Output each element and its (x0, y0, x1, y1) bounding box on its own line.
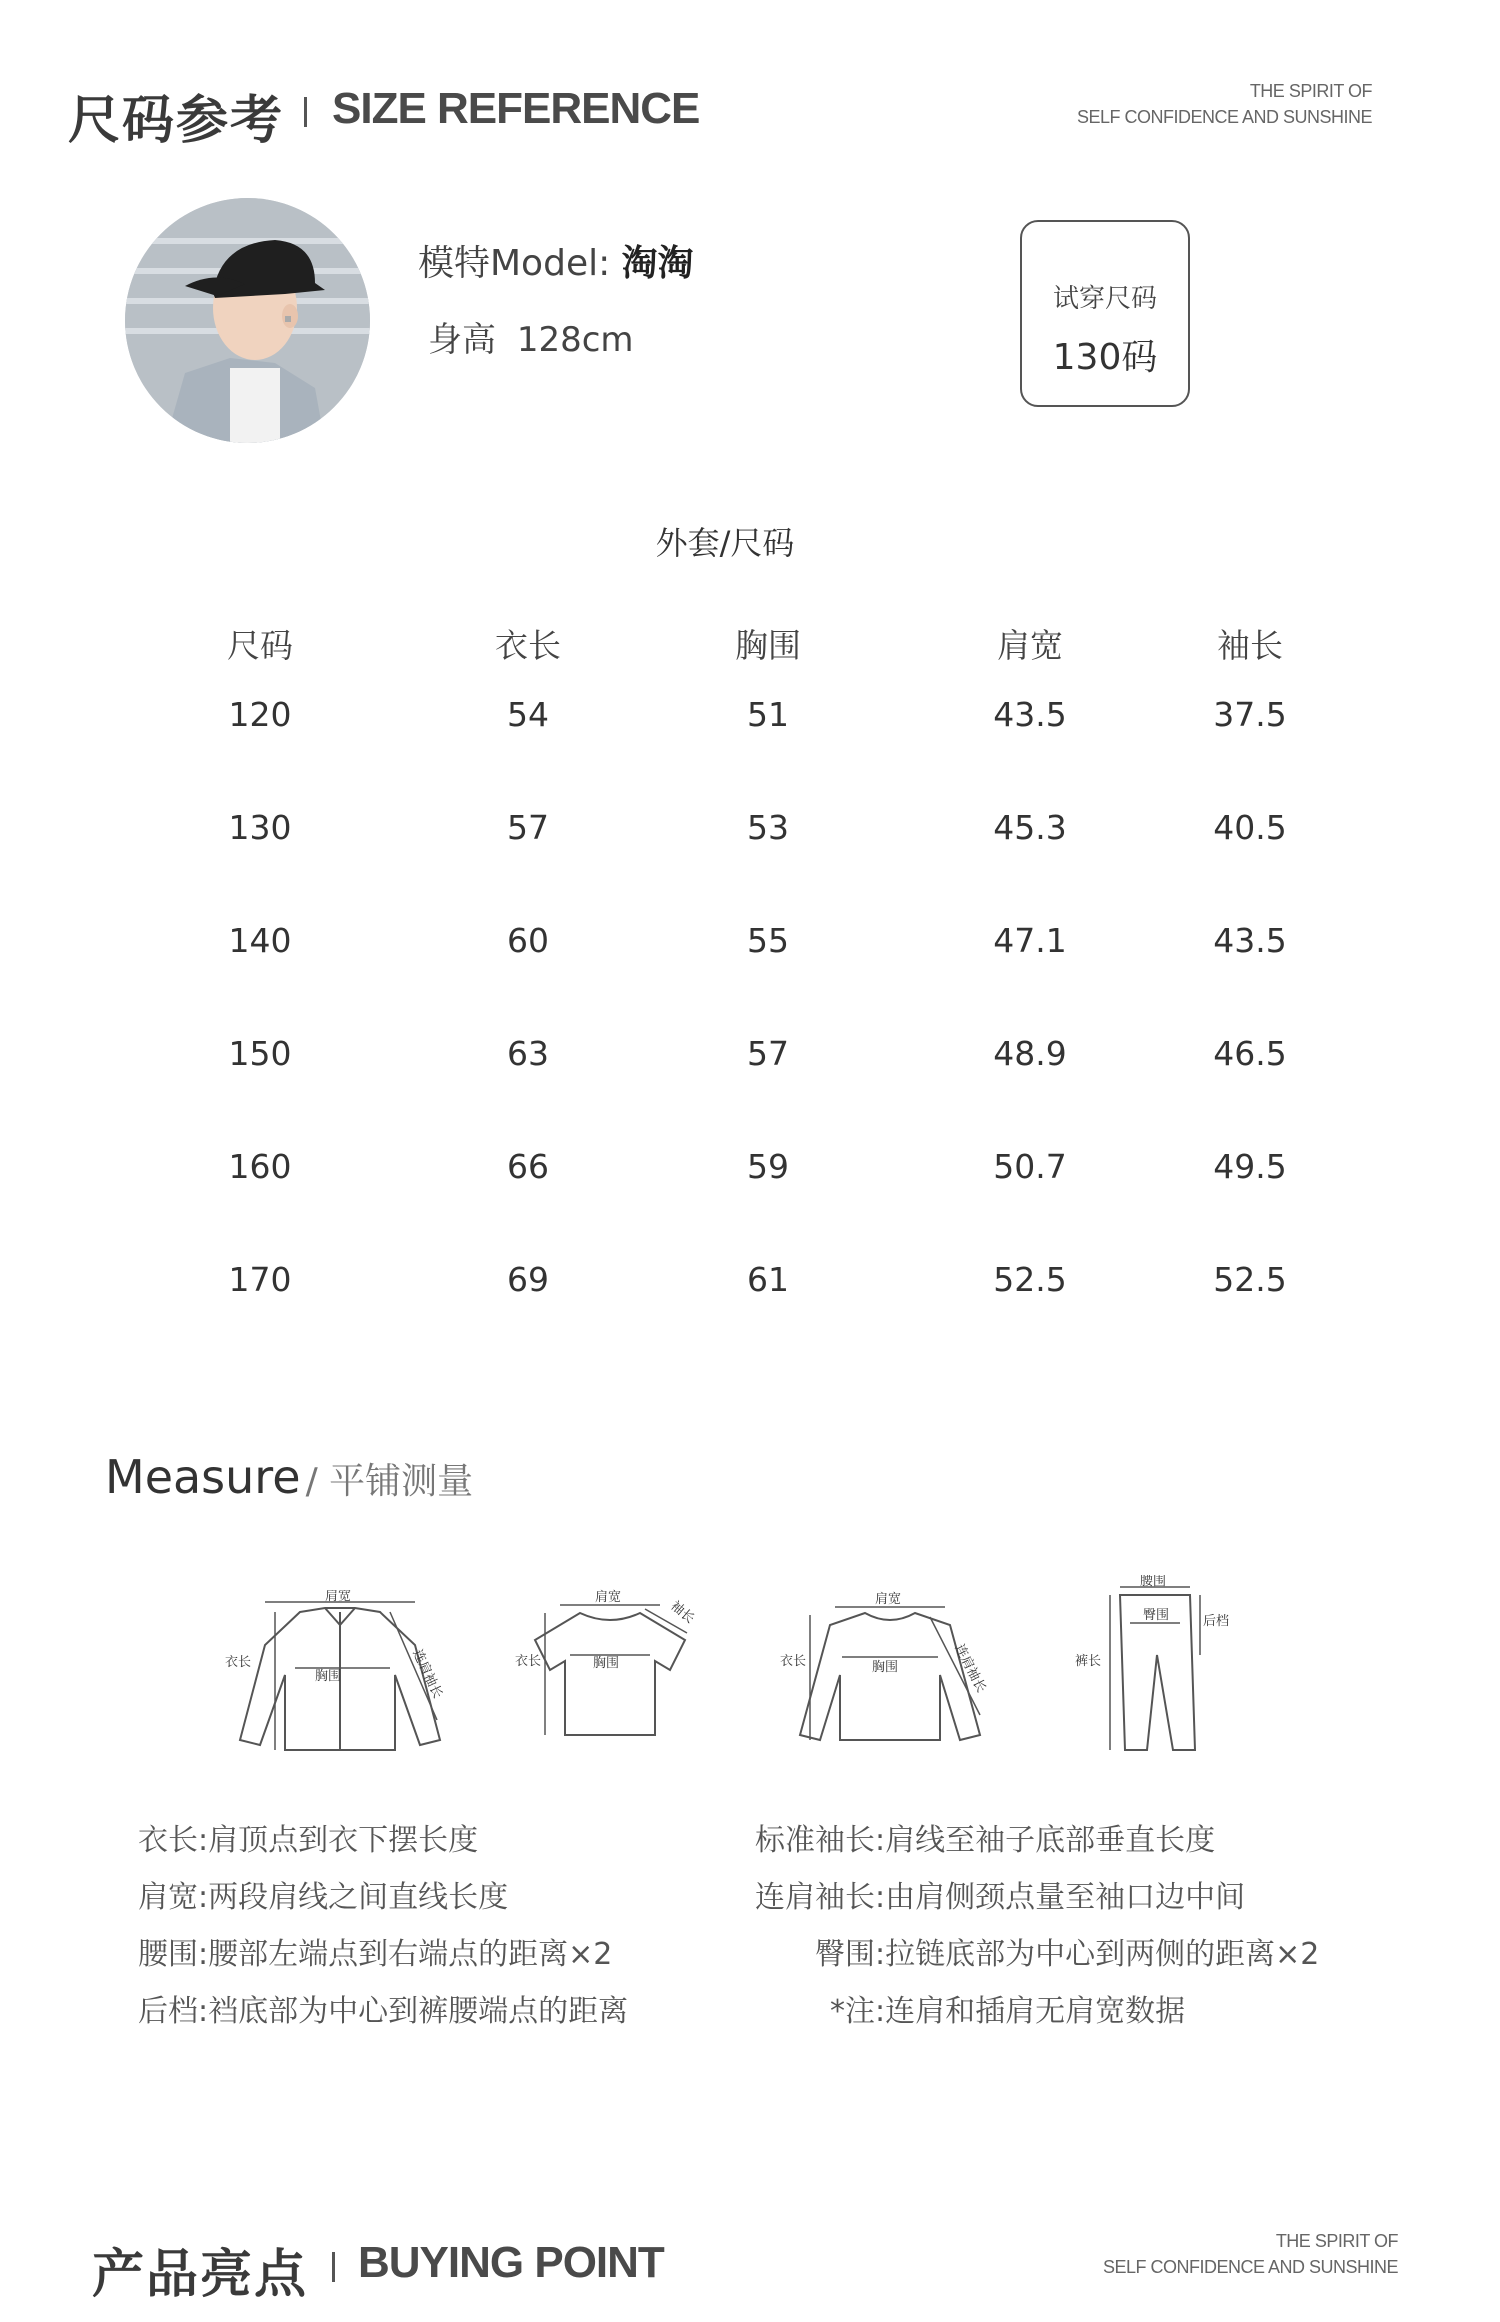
column-header-sleeve: 袖长 (1217, 626, 1283, 665)
footer-title-cn: 产品亮点 (92, 2245, 309, 2305)
spirit-line-2: SELF CONFIDENCE AND SUNSHINE (1102, 2257, 1398, 2277)
try-on-label: 试穿尺码 (1052, 284, 1157, 314)
label-length: 衣长 (780, 1654, 807, 1669)
column-header-chest: 胸围 (735, 626, 801, 665)
spirit-line-2: SELF CONFIDENCE AND SUNSHINE (1076, 107, 1372, 127)
table-cell-length: 57 (507, 808, 549, 847)
label-hip: 臀围 (1143, 1608, 1170, 1623)
section-title-en: SIZE REFERENCE (332, 84, 700, 133)
table-cell-length: 63 (507, 1034, 549, 1073)
table-cell-sleeve: 43.5 (1213, 921, 1287, 960)
table-cell-size: 150 (228, 1034, 292, 1073)
model-photo-illustration (125, 198, 370, 443)
column-header-size: 尺码 (227, 626, 293, 665)
note-left-1: 衣长:肩顶点到衣下摆长度 (138, 1823, 479, 1858)
height-value: 128cm (516, 320, 634, 360)
footer-title-en: BUYING POINT (358, 2238, 664, 2287)
note-left-2: 肩宽:两段肩线之间直线长度 (138, 1880, 509, 1915)
spirit-line-1: THE SPIRIT OF (1275, 2231, 1398, 2251)
jacket-diagram (215, 1590, 455, 1765)
label-length: 裤长 (1075, 1654, 1102, 1669)
note-right-1: 标准袖长:肩线至袖子底部垂直长度 (755, 1823, 1216, 1858)
label-shoulder: 肩宽 (325, 1590, 352, 1604)
table-cell-sleeve: 40.5 (1213, 808, 1287, 847)
table-cell-shoulder: 48.9 (993, 1034, 1067, 1073)
table-cell-sleeve: 37.5 (1213, 695, 1287, 734)
table-cell-size: 120 (228, 695, 292, 734)
model-label: 模特Model: (418, 243, 611, 284)
table-cell-length: 60 (507, 921, 549, 960)
try-on-size: 130码 (1052, 337, 1158, 378)
label-rise: 后档 (1203, 1614, 1230, 1629)
label-chest: 胸围 (593, 1656, 620, 1671)
note-right-2: 连肩袖长:由肩侧颈点量至袖口边中间 (755, 1880, 1246, 1915)
tshirt-diagram (515, 1585, 705, 1750)
table-cell-size: 160 (228, 1147, 292, 1186)
measure-title (105, 1450, 473, 1504)
table-cell-sleeve: 46.5 (1213, 1034, 1287, 1073)
note-right-4: *注:连肩和插肩无肩宽数据 (830, 1994, 1186, 2029)
table-cell-chest: 55 (747, 921, 789, 960)
model-avatar (125, 198, 370, 443)
spirit-line-1: THE SPIRIT OF (1249, 81, 1372, 101)
footer-title-divider (332, 2252, 335, 2282)
model-name-line (418, 235, 694, 286)
label-sleeve: 连肩袖长 (951, 1642, 989, 1696)
footer-spirit-tagline (998, 2228, 1398, 2280)
label-waist: 腰围 (1140, 1575, 1167, 1589)
column-header-length: 衣长 (495, 626, 561, 665)
table-cell-shoulder: 45.3 (993, 808, 1067, 847)
sweater-diagram (780, 1585, 1000, 1760)
table-cell-chest: 57 (747, 1034, 789, 1073)
table-cell-chest: 59 (747, 1147, 789, 1186)
table-cell-shoulder: 43.5 (993, 695, 1067, 734)
table-cell-length: 66 (507, 1147, 549, 1186)
label-chest: 胸围 (872, 1660, 899, 1675)
table-cell-chest: 61 (747, 1260, 789, 1299)
label-shoulder: 肩宽 (595, 1590, 622, 1605)
table-cell-chest: 53 (747, 808, 789, 847)
table-cell-chest: 51 (747, 695, 789, 734)
note-right-3: 臀围:拉链底部为中心到两侧的距离×2 (815, 1937, 1320, 1972)
title-divider (304, 97, 307, 127)
section-title-cn: 尺码参考 (68, 91, 285, 151)
size-table-title: 外套/尺码 (655, 524, 795, 562)
note-left-4: 后档:裆底部为中心到裤腰端点的距离 (138, 1994, 629, 2029)
column-header-shoulder: 肩宽 (997, 626, 1063, 665)
label-length: 衣长 (515, 1654, 542, 1669)
table-cell-shoulder: 52.5 (993, 1260, 1067, 1299)
measure-title-cn: / 平铺测量 (305, 1461, 474, 1502)
try-on-size-box (1020, 220, 1190, 407)
model-height-line (428, 312, 634, 361)
pants-diagram (1075, 1575, 1240, 1760)
label-chest: 胸围 (315, 1669, 342, 1684)
table-cell-size: 140 (228, 921, 292, 960)
table-cell-shoulder: 50.7 (993, 1147, 1067, 1186)
note-left-3: 腰围:腰部左端点到右端点的距离×2 (138, 1937, 613, 1972)
table-cell-shoulder: 47.1 (993, 921, 1067, 960)
label-sleeve: 袖长 (667, 1598, 697, 1627)
table-cell-size: 130 (228, 808, 292, 847)
table-cell-sleeve: 49.5 (1213, 1147, 1287, 1186)
table-cell-size: 170 (228, 1260, 292, 1299)
label-length: 衣长 (225, 1655, 252, 1670)
table-cell-sleeve: 52.5 (1213, 1260, 1287, 1299)
label-sleeve: 连肩袖长 (409, 1647, 445, 1701)
model-name: 淘淘 (621, 243, 694, 284)
table-cell-length: 54 (507, 695, 549, 734)
label-shoulder: 肩宽 (875, 1592, 902, 1607)
spirit-tagline (972, 78, 1372, 130)
table-cell-length: 69 (507, 1260, 549, 1299)
height-label: 身高 (428, 320, 496, 360)
measure-title-en: Measure (105, 1450, 301, 1504)
